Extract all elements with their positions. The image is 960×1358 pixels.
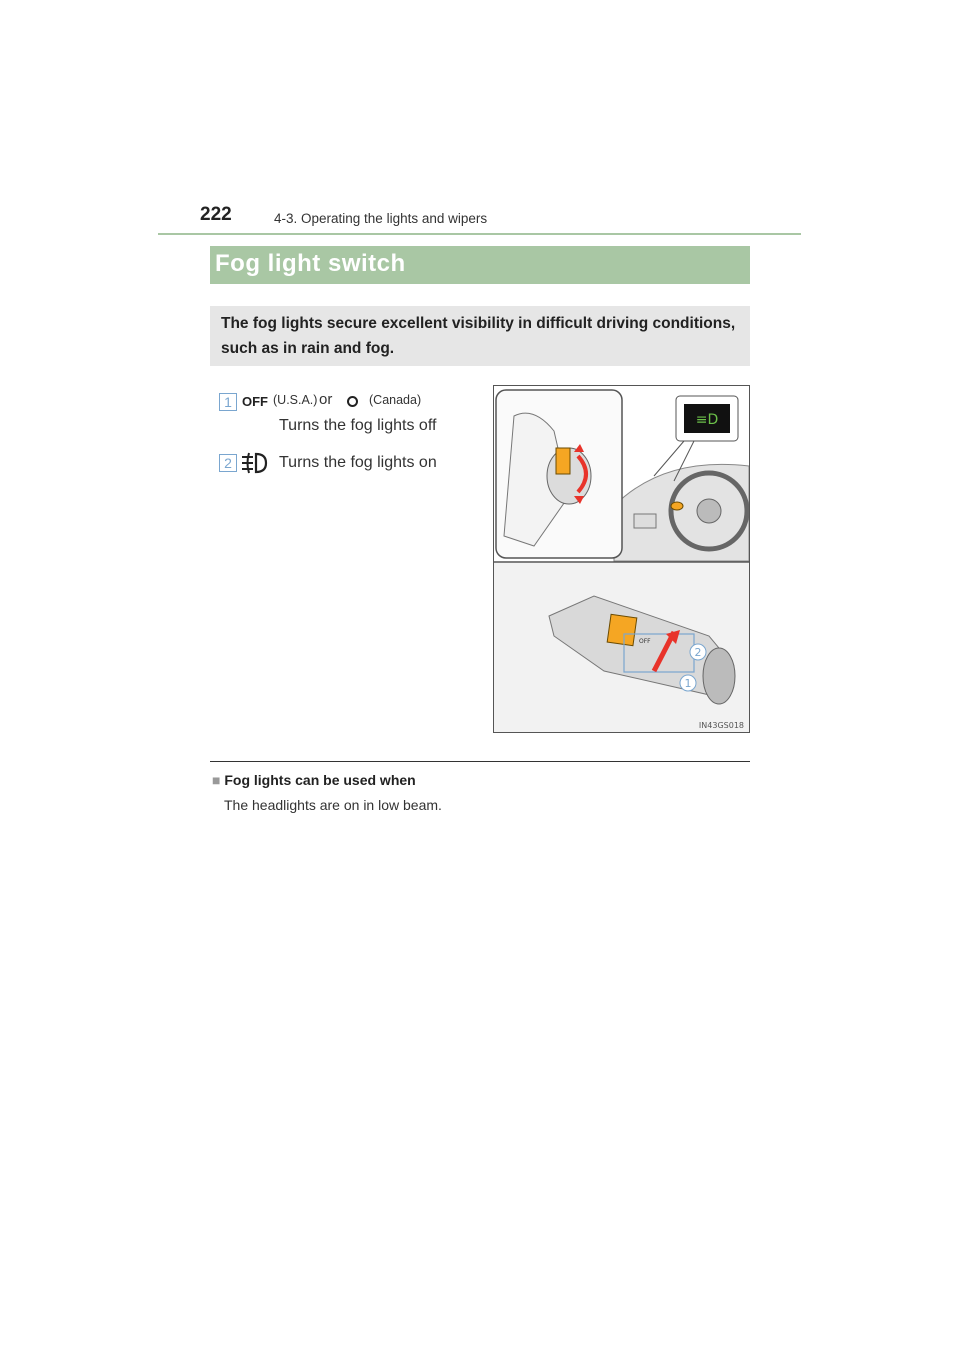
intro-text: The fog lights secure excellent visibility in difficult driving conditions, such as in rain and fog. xyxy=(221,315,736,357)
note-heading xyxy=(212,772,416,788)
callout-2: 2 xyxy=(694,646,702,659)
square-bullet-icon: ■ xyxy=(212,772,221,788)
item-number-1: 1 xyxy=(219,393,237,411)
illustration-drawing xyxy=(494,386,749,732)
svg-text:≡D: ≡D xyxy=(695,412,719,428)
item-2-description: Turns the fog lights on xyxy=(279,454,437,471)
off-label: OFF xyxy=(242,394,268,409)
note-body: The headlights are on in low beam. xyxy=(224,797,442,813)
or-text: or xyxy=(319,391,333,408)
item-1-description: Turns the fog lights off xyxy=(279,417,437,434)
note-heading-text: Fog lights can be used when xyxy=(224,772,416,788)
stalk-off-label: OFF xyxy=(639,638,651,645)
illustration-code: IN43GS018 xyxy=(698,721,744,730)
off-circle-icon xyxy=(347,396,358,407)
note-rule xyxy=(210,761,750,762)
item-number-2: 2 xyxy=(219,454,237,472)
section-title: 4-3. Operating the lights and wipers xyxy=(274,211,488,226)
region-canada: (Canada) xyxy=(369,393,422,407)
region-usa: (U.S.A.) xyxy=(273,393,318,407)
header-rule xyxy=(158,233,801,235)
page-title: Fog light switch xyxy=(215,250,406,277)
callout-1: 1 xyxy=(684,677,692,690)
page-number: 222 xyxy=(200,204,232,225)
fog-switch-illustration xyxy=(493,385,750,733)
fog-light-icon xyxy=(240,450,270,476)
